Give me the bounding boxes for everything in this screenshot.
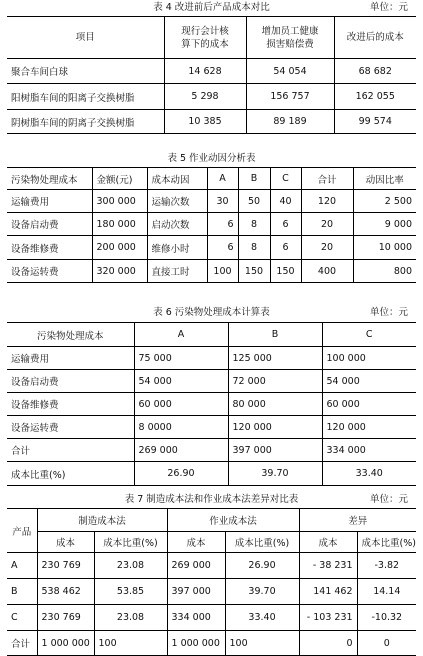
table-row — [7, 605, 416, 631]
table4-unit: 单位：元 — [369, 2, 408, 13]
t6-cell: 设备运转费 — [11, 423, 59, 434]
t5-cell: 200 000 — [92, 236, 147, 260]
table-row — [7, 393, 416, 416]
t4-cell: 68 682 — [334, 59, 416, 84]
t7-subheader: 成本比重(%) — [225, 532, 299, 553]
t6-cell: 8 0000 — [134, 416, 228, 439]
t5-cell: 400 — [301, 260, 353, 283]
t5-header: B — [238, 168, 270, 190]
t6-cell: 33.40 — [322, 462, 416, 486]
t7-cell: 0 — [357, 631, 416, 656]
t5-header: A — [207, 168, 238, 190]
t7-header-product: 产品 — [12, 526, 32, 538]
table-row — [7, 190, 416, 213]
table4-header-row — [7, 17, 416, 59]
t7-cell: 100 — [225, 631, 299, 656]
table-row — [7, 110, 416, 134]
t5-cell: 30 — [207, 190, 238, 213]
t7-cell: 53.85 — [94, 579, 167, 605]
t5-cell: 设备启动费 — [11, 220, 59, 231]
t4-header-added-line2: 损害赔偿费 — [266, 38, 314, 50]
t5-header: C — [270, 168, 301, 190]
t4-cell: 89 189 — [246, 110, 334, 134]
table-row — [7, 59, 416, 84]
table5-header-row — [7, 168, 416, 190]
t7-group-header: 制造成本法 — [37, 509, 167, 532]
table6-header-row — [7, 323, 416, 347]
t7-cell: 334 000 — [167, 605, 225, 631]
t5-cell: 40 — [270, 190, 301, 213]
t5-header: 成本动因 — [147, 168, 207, 190]
t5-cell: 20 — [301, 213, 353, 236]
t5-cell: 设备运转费 — [11, 267, 59, 278]
t7-cell: - 38 231 — [299, 553, 357, 579]
t7-cell: 39.70 — [225, 579, 299, 605]
t5-header: 动因比率 — [353, 168, 416, 190]
t5-cell: 运输次数 — [147, 190, 207, 213]
t5-header: 合计 — [301, 168, 353, 190]
t6-cell: 54 000 — [134, 370, 228, 393]
t4-header-item: 项目 — [75, 32, 95, 43]
table6-caption — [0, 306, 423, 320]
table-row — [7, 553, 416, 579]
t6-cell: 39.70 — [228, 462, 322, 486]
t6-cell: 397 000 — [228, 439, 322, 462]
t6-cell: 75 000 — [134, 347, 228, 370]
t5-cell: 2 500 — [353, 190, 416, 213]
t4-header-added-line1: 增加员工健康 — [261, 25, 319, 37]
t5-header: 污染物处理成本 — [11, 174, 78, 186]
t7-cell: C — [11, 612, 18, 623]
t7-subheader: 成本 — [299, 532, 357, 553]
table-row — [7, 462, 416, 486]
table-row — [7, 579, 416, 605]
table4-caption — [0, 1, 423, 15]
t6-cell: 269 000 — [134, 439, 228, 462]
t7-cell: 0 — [299, 631, 357, 656]
t6-cell: 成本比重(%) — [11, 469, 66, 481]
t7-cell: - 103 231 — [299, 605, 357, 631]
t4-cell: 阳树脂车间的阳离子交换树脂 — [11, 92, 135, 104]
t5-cell: 8 — [238, 213, 270, 236]
t7-cell: 33.40 — [225, 605, 299, 631]
t5-cell: 6 — [270, 213, 301, 236]
t6-cell: 26.90 — [134, 462, 228, 486]
t7-cell: 26.90 — [225, 553, 299, 579]
t5-header: 金额(元) — [92, 168, 147, 190]
t5-cell: 150 — [238, 260, 270, 283]
t7-cell: 269 000 — [167, 553, 225, 579]
t6-cell: 60 000 — [322, 393, 416, 416]
t4-cell: 聚合车间白球 — [11, 67, 69, 78]
t6-cell: 设备维修费 — [11, 400, 59, 411]
table7-unit: 单位：元 — [369, 494, 408, 505]
t7-cell: 23.08 — [94, 553, 167, 579]
t4-header-current-cost-line2: 算下的成本 — [181, 38, 229, 50]
t5-cell: 6 — [270, 236, 301, 260]
table-row — [7, 416, 416, 439]
t6-header: 污染物处理成本 — [36, 330, 104, 342]
t7-cell: 230 769 — [37, 605, 94, 631]
table7-title: 表 7 制造成本法和作业成本法差异对比表 — [124, 494, 299, 505]
t6-cell: 100 000 — [322, 347, 416, 370]
t7-subheader: 成本比重(%) — [357, 532, 416, 553]
t7-subheader: 成本 — [37, 532, 94, 553]
t6-cell: 设备启动费 — [11, 377, 59, 388]
t7-cell: -10.32 — [357, 605, 416, 631]
t7-cell: 141 462 — [299, 579, 357, 605]
t5-cell: 120 — [301, 190, 353, 213]
t4-cell: 5 298 — [164, 84, 246, 110]
t5-cell: 100 — [207, 260, 238, 283]
t7-subheader: 成本 — [167, 532, 225, 553]
table6-unit: 单位：元 — [369, 307, 408, 318]
t5-cell: 维修小时 — [147, 236, 207, 260]
t5-cell: 6 — [207, 236, 238, 260]
t5-cell: 10 000 — [353, 236, 416, 260]
t4-cell: 54 054 — [246, 59, 334, 84]
t5-cell: 直接工时 — [147, 260, 207, 283]
t4-header-current-cost — [164, 17, 246, 59]
t5-cell: 9 000 — [353, 213, 416, 236]
table-row — [7, 347, 416, 370]
table6-title: 表 6 污染物处理成本计算表 — [153, 307, 270, 318]
t6-cell: 运输费用 — [11, 354, 50, 365]
t5-cell: 运输费用 — [11, 197, 50, 208]
t5-cell: 800 — [353, 260, 416, 283]
t4-header-added-compensation — [246, 17, 334, 59]
table7-sub-header-row — [7, 532, 416, 553]
t4-header-improved-cost: 改进后的成本 — [334, 17, 416, 59]
t7-cell: 合计 — [11, 639, 31, 650]
t5-cell: 300 000 — [92, 190, 147, 213]
t6-cell: 72 000 — [228, 370, 322, 393]
t7-cell: A — [11, 560, 18, 571]
table7-group-header-row — [7, 509, 416, 532]
t4-header-current-cost-line1: 现行会计核 — [181, 25, 229, 37]
t6-header: B — [228, 323, 322, 347]
t4-cell: 99 574 — [334, 110, 416, 134]
table-row — [7, 370, 416, 393]
t7-cell: 1 000 000 — [167, 631, 225, 656]
t4-cell: 156 757 — [246, 84, 334, 110]
t6-cell: 合计 — [11, 446, 31, 457]
table-row — [7, 260, 416, 283]
t6-header: C — [322, 323, 416, 347]
t7-cell: 100 — [94, 631, 167, 656]
t5-cell: 20 — [301, 236, 353, 260]
table5-title: 表 5 作业动因分析表 — [167, 153, 256, 164]
t4-cell: 162 055 — [334, 84, 416, 110]
t4-cell: 14 628 — [164, 59, 246, 84]
table6 — [7, 322, 416, 486]
table-row — [7, 84, 416, 110]
table-row — [7, 439, 416, 462]
t7-cell: B — [11, 586, 18, 597]
t5-cell: 6 — [207, 213, 238, 236]
t5-cell: 150 — [270, 260, 301, 283]
t7-cell: 538 462 — [37, 579, 94, 605]
t6-cell: 120 000 — [322, 416, 416, 439]
t6-cell: 60 000 — [134, 393, 228, 416]
table5-caption — [0, 152, 423, 166]
t5-cell: 8 — [238, 236, 270, 260]
t6-cell: 54 000 — [322, 370, 416, 393]
t7-subheader: 成本比重(%) — [94, 532, 167, 553]
t7-cell: 1 000 000 — [37, 631, 94, 656]
table4 — [7, 16, 416, 134]
t7-cell: 230 769 — [37, 553, 94, 579]
table-row — [7, 631, 416, 656]
t4-cell: 10 385 — [164, 110, 246, 134]
table5 — [7, 167, 416, 283]
table7 — [7, 508, 416, 656]
t5-cell: 设备维修费 — [11, 243, 59, 255]
table-row — [7, 236, 416, 260]
t7-group-header: 差异 — [299, 509, 416, 532]
t5-cell: 50 — [238, 190, 270, 213]
t6-cell: 334 000 — [322, 439, 416, 462]
t7-cell: -3.82 — [357, 553, 416, 579]
t4-cell: 阴树脂车间的阴离子交换树脂 — [11, 117, 135, 129]
t7-cell: 397 000 — [167, 579, 225, 605]
t5-cell: 320 000 — [92, 260, 147, 283]
t5-cell: 180 000 — [92, 213, 147, 236]
t7-cell: 14.14 — [357, 579, 416, 605]
table-row — [7, 213, 416, 236]
t6-cell: 125 000 — [228, 347, 322, 370]
table4-title: 表 4 改进前后产品成本对比 — [153, 2, 270, 13]
t7-cell: 23.08 — [94, 605, 167, 631]
t6-cell: 80 000 — [228, 393, 322, 416]
table7-caption — [0, 493, 423, 507]
t6-header: A — [134, 323, 228, 347]
t7-group-header: 作业成本法 — [167, 509, 299, 532]
t5-cell: 启动次数 — [147, 213, 207, 236]
t6-cell: 120 000 — [228, 416, 322, 439]
